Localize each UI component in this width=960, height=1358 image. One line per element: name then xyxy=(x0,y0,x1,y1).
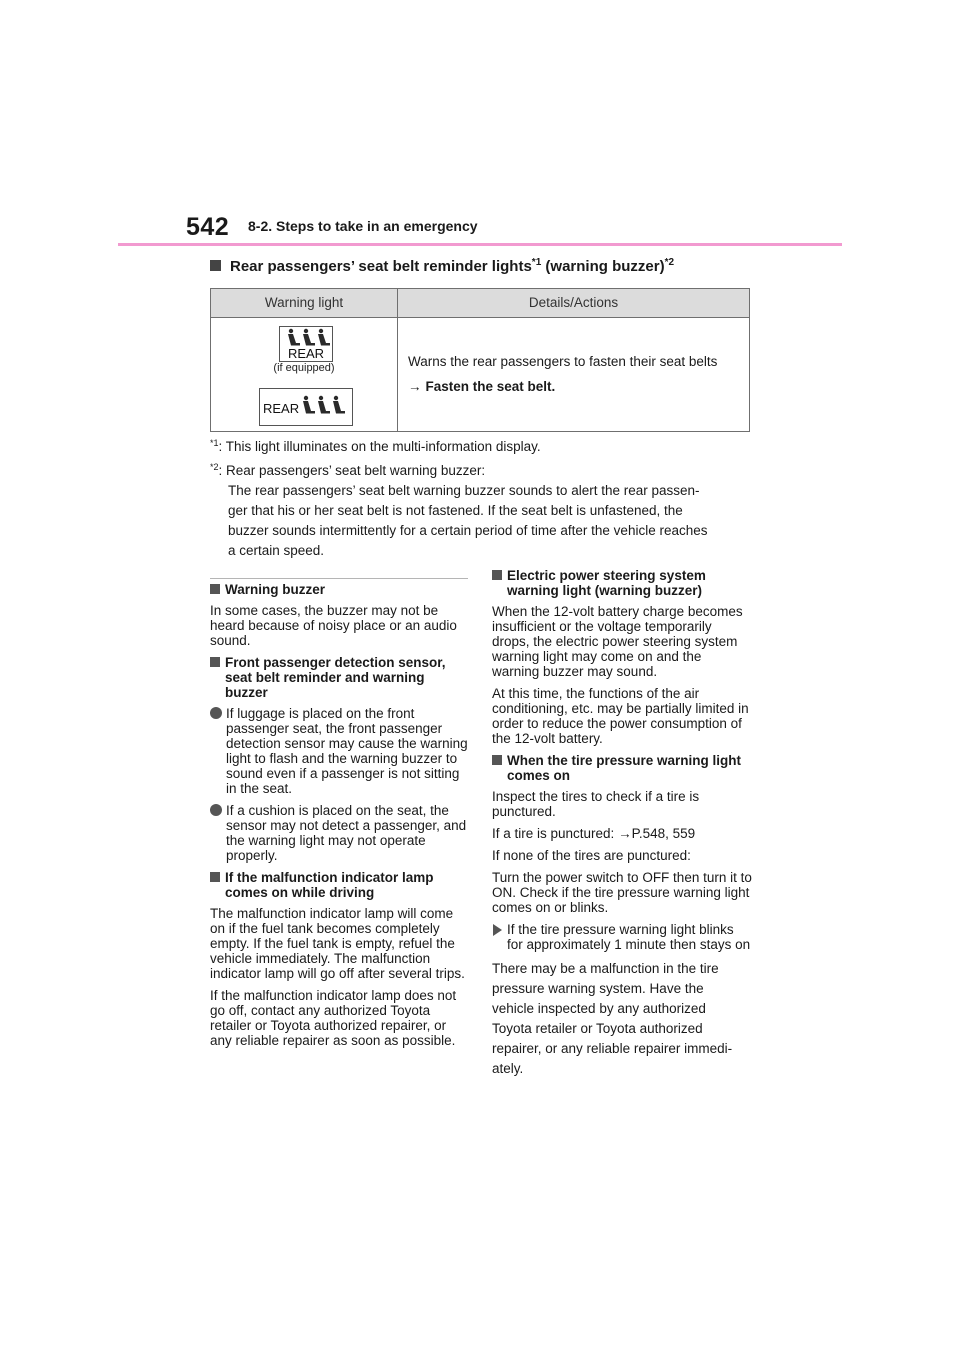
heading-square-icon xyxy=(210,260,221,271)
footnote-text: : Rear passengers’ seat belt warning buzzer: xyxy=(218,463,486,478)
warning-light-table xyxy=(210,288,750,432)
subheading-tire-pressure: When the tire pressure warning light comes on xyxy=(492,753,752,783)
column-header-details: Details/Actions xyxy=(528,295,619,310)
paragraph-line: vehicle inspected by any authorized xyxy=(492,1001,706,1016)
details-cell xyxy=(398,318,749,432)
indicator-label: REAR xyxy=(263,401,300,416)
arrow-icon: → xyxy=(408,379,422,394)
bullet-icon xyxy=(210,707,222,719)
list-item: If the tire pressure warning light blinks for approximately 1 minute then stays on xyxy=(492,922,752,952)
subheading-malfunction-lamp: If the malfunction indicator lamp comes on while driving xyxy=(210,870,470,900)
footnote-mark: *2 xyxy=(210,462,219,472)
seated-passenger-icon xyxy=(288,329,330,346)
page-number: 542 xyxy=(186,213,230,241)
subheading-warning-buzzer: Warning buzzer xyxy=(210,582,470,597)
triangle-bullet-icon xyxy=(493,924,502,936)
page-reference: If a tire is punctured: →P.548, 559 xyxy=(492,826,696,841)
arrow-icon: → xyxy=(618,826,632,841)
warning-light-cell xyxy=(211,318,398,432)
paragraph-line: There may be a malfunction in the tire xyxy=(492,961,719,976)
footnote-line: The rear passengers’ seat belt warning buzzer sounds to alert the rear passen- xyxy=(228,483,700,498)
seated-passenger-icon xyxy=(303,396,345,414)
paragraph-line: Toyota retailer or Toyota authorized xyxy=(492,1021,703,1036)
paragraph: Inspect the tires to check if a tire is punctured. xyxy=(492,789,700,819)
column-header-warning-light: Warning light xyxy=(211,289,398,317)
footnote-line: a certain speed. xyxy=(228,543,325,558)
right-column xyxy=(492,568,752,1079)
subheading-eps: Electric power steering system warning light (warning buzzer) xyxy=(492,568,752,598)
paragraph: At this time, the functions of the air conditioning, etc. may be partially limited in order to reduce the power consumption of the 12-volt battery. xyxy=(492,686,749,746)
paragraph: In some cases, the buzzer may not be heard because of noisy place or an audio sound. xyxy=(210,603,457,648)
paragraph: If none of the tires are punctured: xyxy=(492,848,691,863)
paragraph: If the malfunction indicator lamp does not go off, contact any authorized Toyota retailer or Toyota authorized repairer, or any reliable repairer as soon as possible. xyxy=(210,988,457,1048)
footnote-text: : This light illuminates on the multi-information display. xyxy=(218,439,541,454)
list-item: If luggage is placed on the front passenger seat, the front passenger detection sensor may cause the warning light to flash and the warning buzzer to sound even if a passenger is not sitting in the seat. xyxy=(210,706,470,796)
paragraph: Turn the power switch to OFF then turn it to ON. Check if the tire pressure warning light comes on or blinks. xyxy=(492,870,752,915)
details-action xyxy=(408,379,749,394)
main-heading-middle: (warning buzzer) xyxy=(541,258,665,275)
square-icon xyxy=(492,755,502,765)
paragraph: The malfunction indicator lamp will come on if the fuel tank becomes completely empty. If the fuel tank is empty, refuel the vehicle immediately. The malfunction indicator lamp will go off after several trips. xyxy=(210,906,465,981)
rear-seat-belt-indicator-wide-icon xyxy=(259,388,353,426)
list-item: If a cushion is placed on the seat, the sensor may not detect a passenger, and the warning light may not operate properly. xyxy=(210,803,470,863)
footnote-line: buzzer sounds intermittently for a certain period of time after the vehicle reaches xyxy=(228,523,708,538)
footnote-mark: *1 xyxy=(210,438,219,448)
square-icon xyxy=(210,872,220,882)
bullet-icon xyxy=(210,804,222,816)
indicator-label: REAR xyxy=(287,346,325,361)
paragraph-line: repairer, or any reliable repairer immedi- xyxy=(492,1041,733,1056)
header-divider xyxy=(118,243,842,246)
footnote-line: ger that his or her seat belt is not fastened. If the seat belt is unfastened, the xyxy=(228,503,683,518)
subheading-front-passenger: Front passenger detection sensor, seat belt reminder and warning buzzer xyxy=(210,655,470,700)
left-column xyxy=(210,582,470,1055)
main-heading xyxy=(210,258,674,275)
if-equipped-note: (if equipped) xyxy=(273,362,335,374)
square-icon xyxy=(492,570,502,580)
table-row xyxy=(211,318,749,432)
square-icon xyxy=(210,657,220,667)
footnote-1 xyxy=(210,437,541,457)
paragraph: When the 12-volt battery charge becomes insufficient or the voltage temporarily drops, the electric power steering system warning light may come on and the warning buzzer may sound. xyxy=(492,604,743,679)
column-divider xyxy=(210,578,468,579)
rear-seat-belt-indicator-icon xyxy=(279,326,333,362)
footnote-ref-2: *2 xyxy=(664,257,675,268)
paragraph-line: pressure warning system. Have the xyxy=(492,981,704,996)
section-title: 8-2. Steps to take in an emergency xyxy=(248,218,478,234)
paragraph-line: ately. xyxy=(492,1061,524,1076)
main-heading-text: Rear passengers’ seat belt reminder lights xyxy=(230,258,532,275)
details-description: Warns the rear passengers to fasten their seat belts xyxy=(408,354,718,369)
action-text: Fasten the seat belt. xyxy=(425,379,556,394)
square-icon xyxy=(210,584,220,594)
footnote-2 xyxy=(210,461,758,561)
table-header-row xyxy=(211,289,749,318)
footnote-ref-1: *1 xyxy=(531,257,542,268)
